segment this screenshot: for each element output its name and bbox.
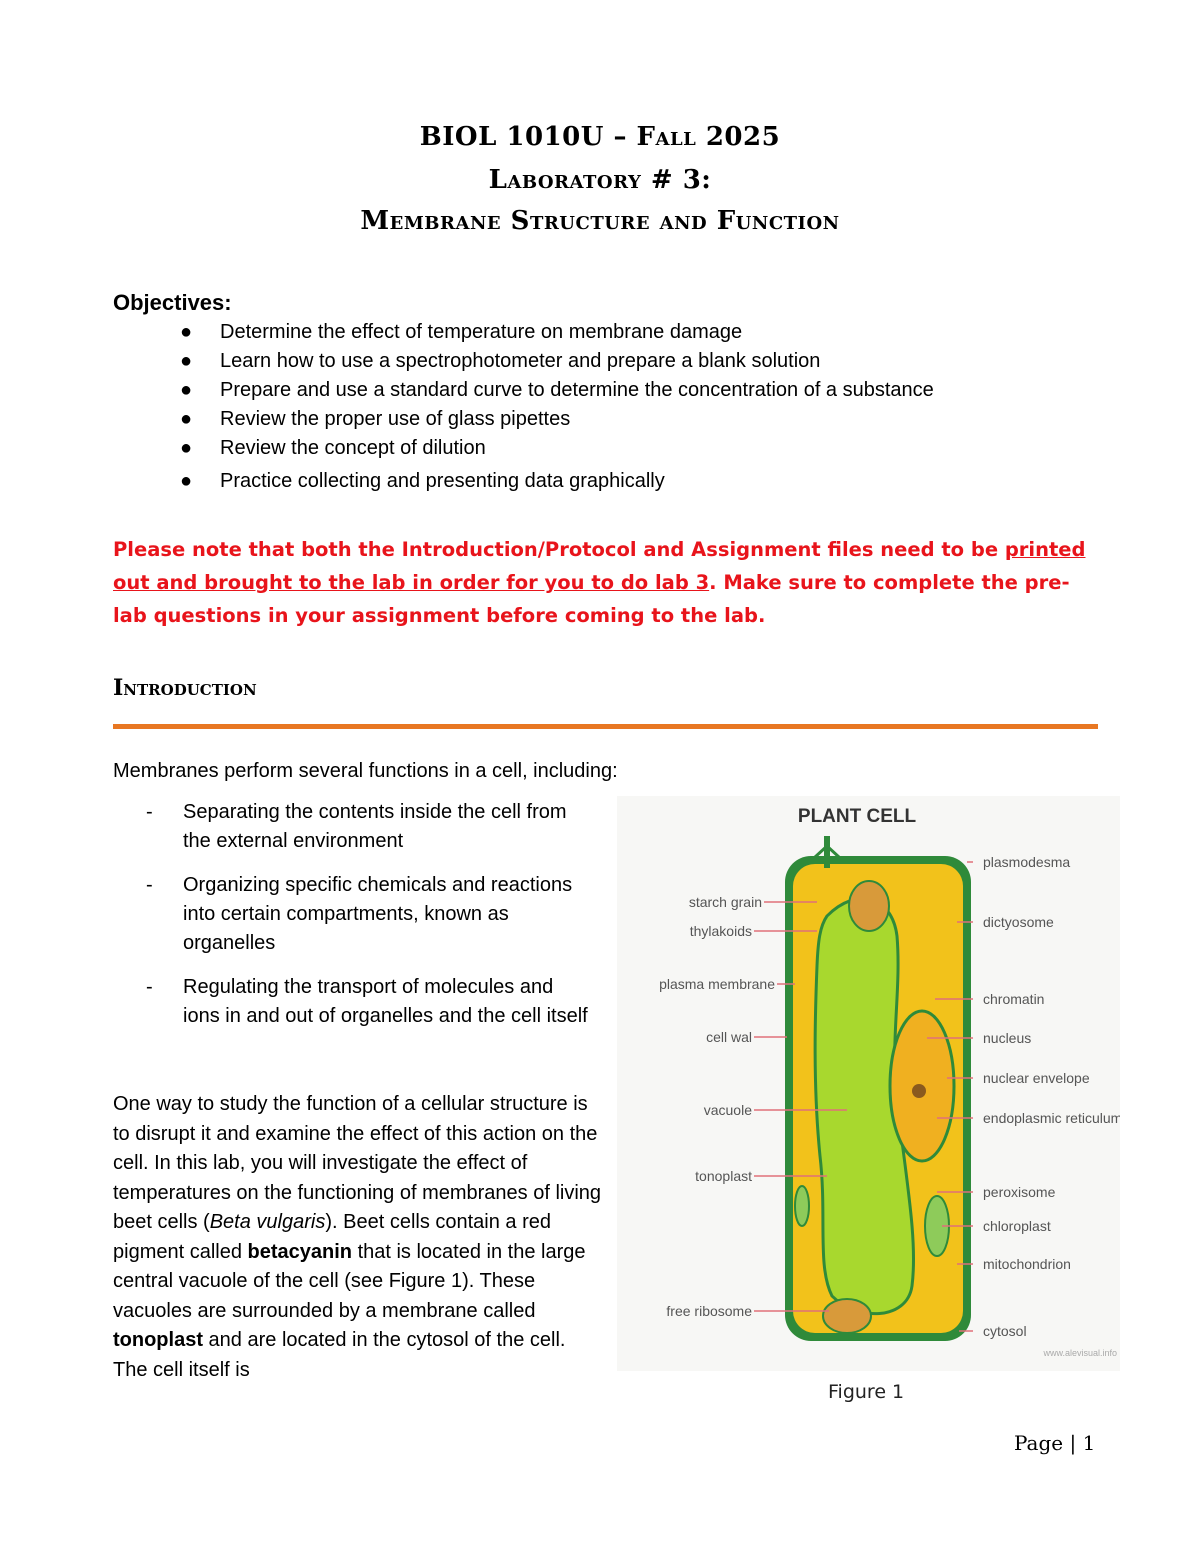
objectives-list	[180, 318, 934, 496]
print-notice: Please note that both the Introduction/Protocol and Assignment files need to be printed out and brought to the lab in order for you to do lab 3. Make sure to complete the pre-lab questions in your assignment before coming to the lab.	[113, 538, 1086, 627]
objective-item: ● Learn how to use a spectrophotometer and prepare a blank solution	[180, 347, 934, 376]
label-plasma-membrane: plasma membrane	[659, 976, 775, 992]
species-name: Beta vulgaris	[209, 1211, 326, 1233]
section-divider	[113, 724, 1098, 729]
bullet-icon: ●	[180, 470, 193, 492]
lab-number: Laboratory # 3:	[488, 165, 712, 195]
cell-body	[785, 836, 971, 1341]
bullet-icon: ●	[180, 437, 193, 459]
function-item: - Regulating the transport of molecules and ions in and out of organelles and the cell itself	[146, 976, 588, 1027]
figure-caption: Figure 1	[828, 1381, 905, 1403]
term-tonoplast: tonoplast	[113, 1329, 203, 1351]
label-cell-wall: cell wal	[706, 1029, 752, 1045]
figure-watermark: www.alevisual.info	[1043, 1348, 1117, 1358]
objective-item: ● Review the proper use of glass pipettes	[180, 405, 934, 434]
introduction-heading: Introduction	[113, 675, 257, 701]
objective-item: ● Prepare and use a standard curve to determine the concentration of a substance	[180, 376, 934, 405]
bullet-icon: ●	[180, 379, 193, 401]
print-notice-underlined: printed out and brought to the lab in order for you to do lab 3	[113, 538, 1086, 594]
functions-list	[113, 798, 593, 1046]
term-betacyanin: betacyanin	[247, 1240, 353, 1263]
label-starch-grain: starch grain	[688, 894, 762, 910]
label-chromatin: chromatin	[983, 991, 1045, 1007]
label-peroxisome: peroxisome	[983, 1184, 1056, 1200]
function-item: - Organizing specific chemicals and reactions into certain compartments, known as organelles	[146, 874, 573, 954]
lab-title: Membrane Structure and Function	[360, 206, 840, 236]
intro-paragraph: One way to study the function of a cellular structure is to disrupt it and examine the effect of this action on the cell. In this lab, you will investigate the effect of temperatures on the functioning of membranes of living beet cells (Beta vulgaris). Beet cells contain a red pigment called betacyanin that is located in the large central vacuole of the cell (see Figure 1). These vacuoles are surrounded by a membrane called tonoplast and are located in the cytosol of the cell. The cell itself is	[113, 1093, 602, 1381]
label-nucleus: nucleus	[983, 1030, 1032, 1046]
bullet-icon: ●	[180, 408, 193, 430]
label-vacuole: vacuole	[703, 1102, 752, 1118]
label-nuclear-envelope: nuclear envelope	[983, 1070, 1090, 1086]
label-free-ribosome: free ribosome	[666, 1303, 752, 1319]
figure-title: PLANT CELL	[797, 806, 917, 827]
plant-cell-figure	[617, 796, 1120, 1371]
objective-item: ● Review the concept of dilution	[180, 434, 934, 463]
objective-item: ● Practice collecting and presenting data graphically	[180, 467, 934, 496]
bullet-icon: ●	[180, 350, 193, 372]
objective-item: ● Determine the effect of temperature on membrane damage	[180, 318, 934, 347]
function-item: - Separating the contents inside the cell from the external environment	[146, 801, 567, 852]
label-mitochondrion: mitochondrion	[983, 1256, 1071, 1272]
functions-lead: Membranes perform several functions in a cell, including:	[113, 760, 618, 782]
bullet-icon: ●	[180, 321, 193, 343]
label-cytosol: cytosol	[983, 1323, 1027, 1339]
course-title: BIOL 1010U – Fall 2025	[419, 122, 781, 152]
page-number: Page | 1	[1014, 1431, 1096, 1455]
label-thylakoids: thylakoids	[689, 923, 752, 939]
objectives-heading: Objectives:	[113, 290, 232, 315]
label-endoplasmic-reticulum: endoplasmic reticulum	[983, 1110, 1120, 1126]
label-plasmodesma: plasmodesma	[983, 854, 1071, 870]
label-dictyosome: dictyosome	[983, 914, 1054, 930]
label-chloroplast: chloroplast	[983, 1218, 1051, 1234]
label-tonoplast: tonoplast	[695, 1168, 752, 1184]
plant-cell-diagram	[617, 796, 1120, 1371]
